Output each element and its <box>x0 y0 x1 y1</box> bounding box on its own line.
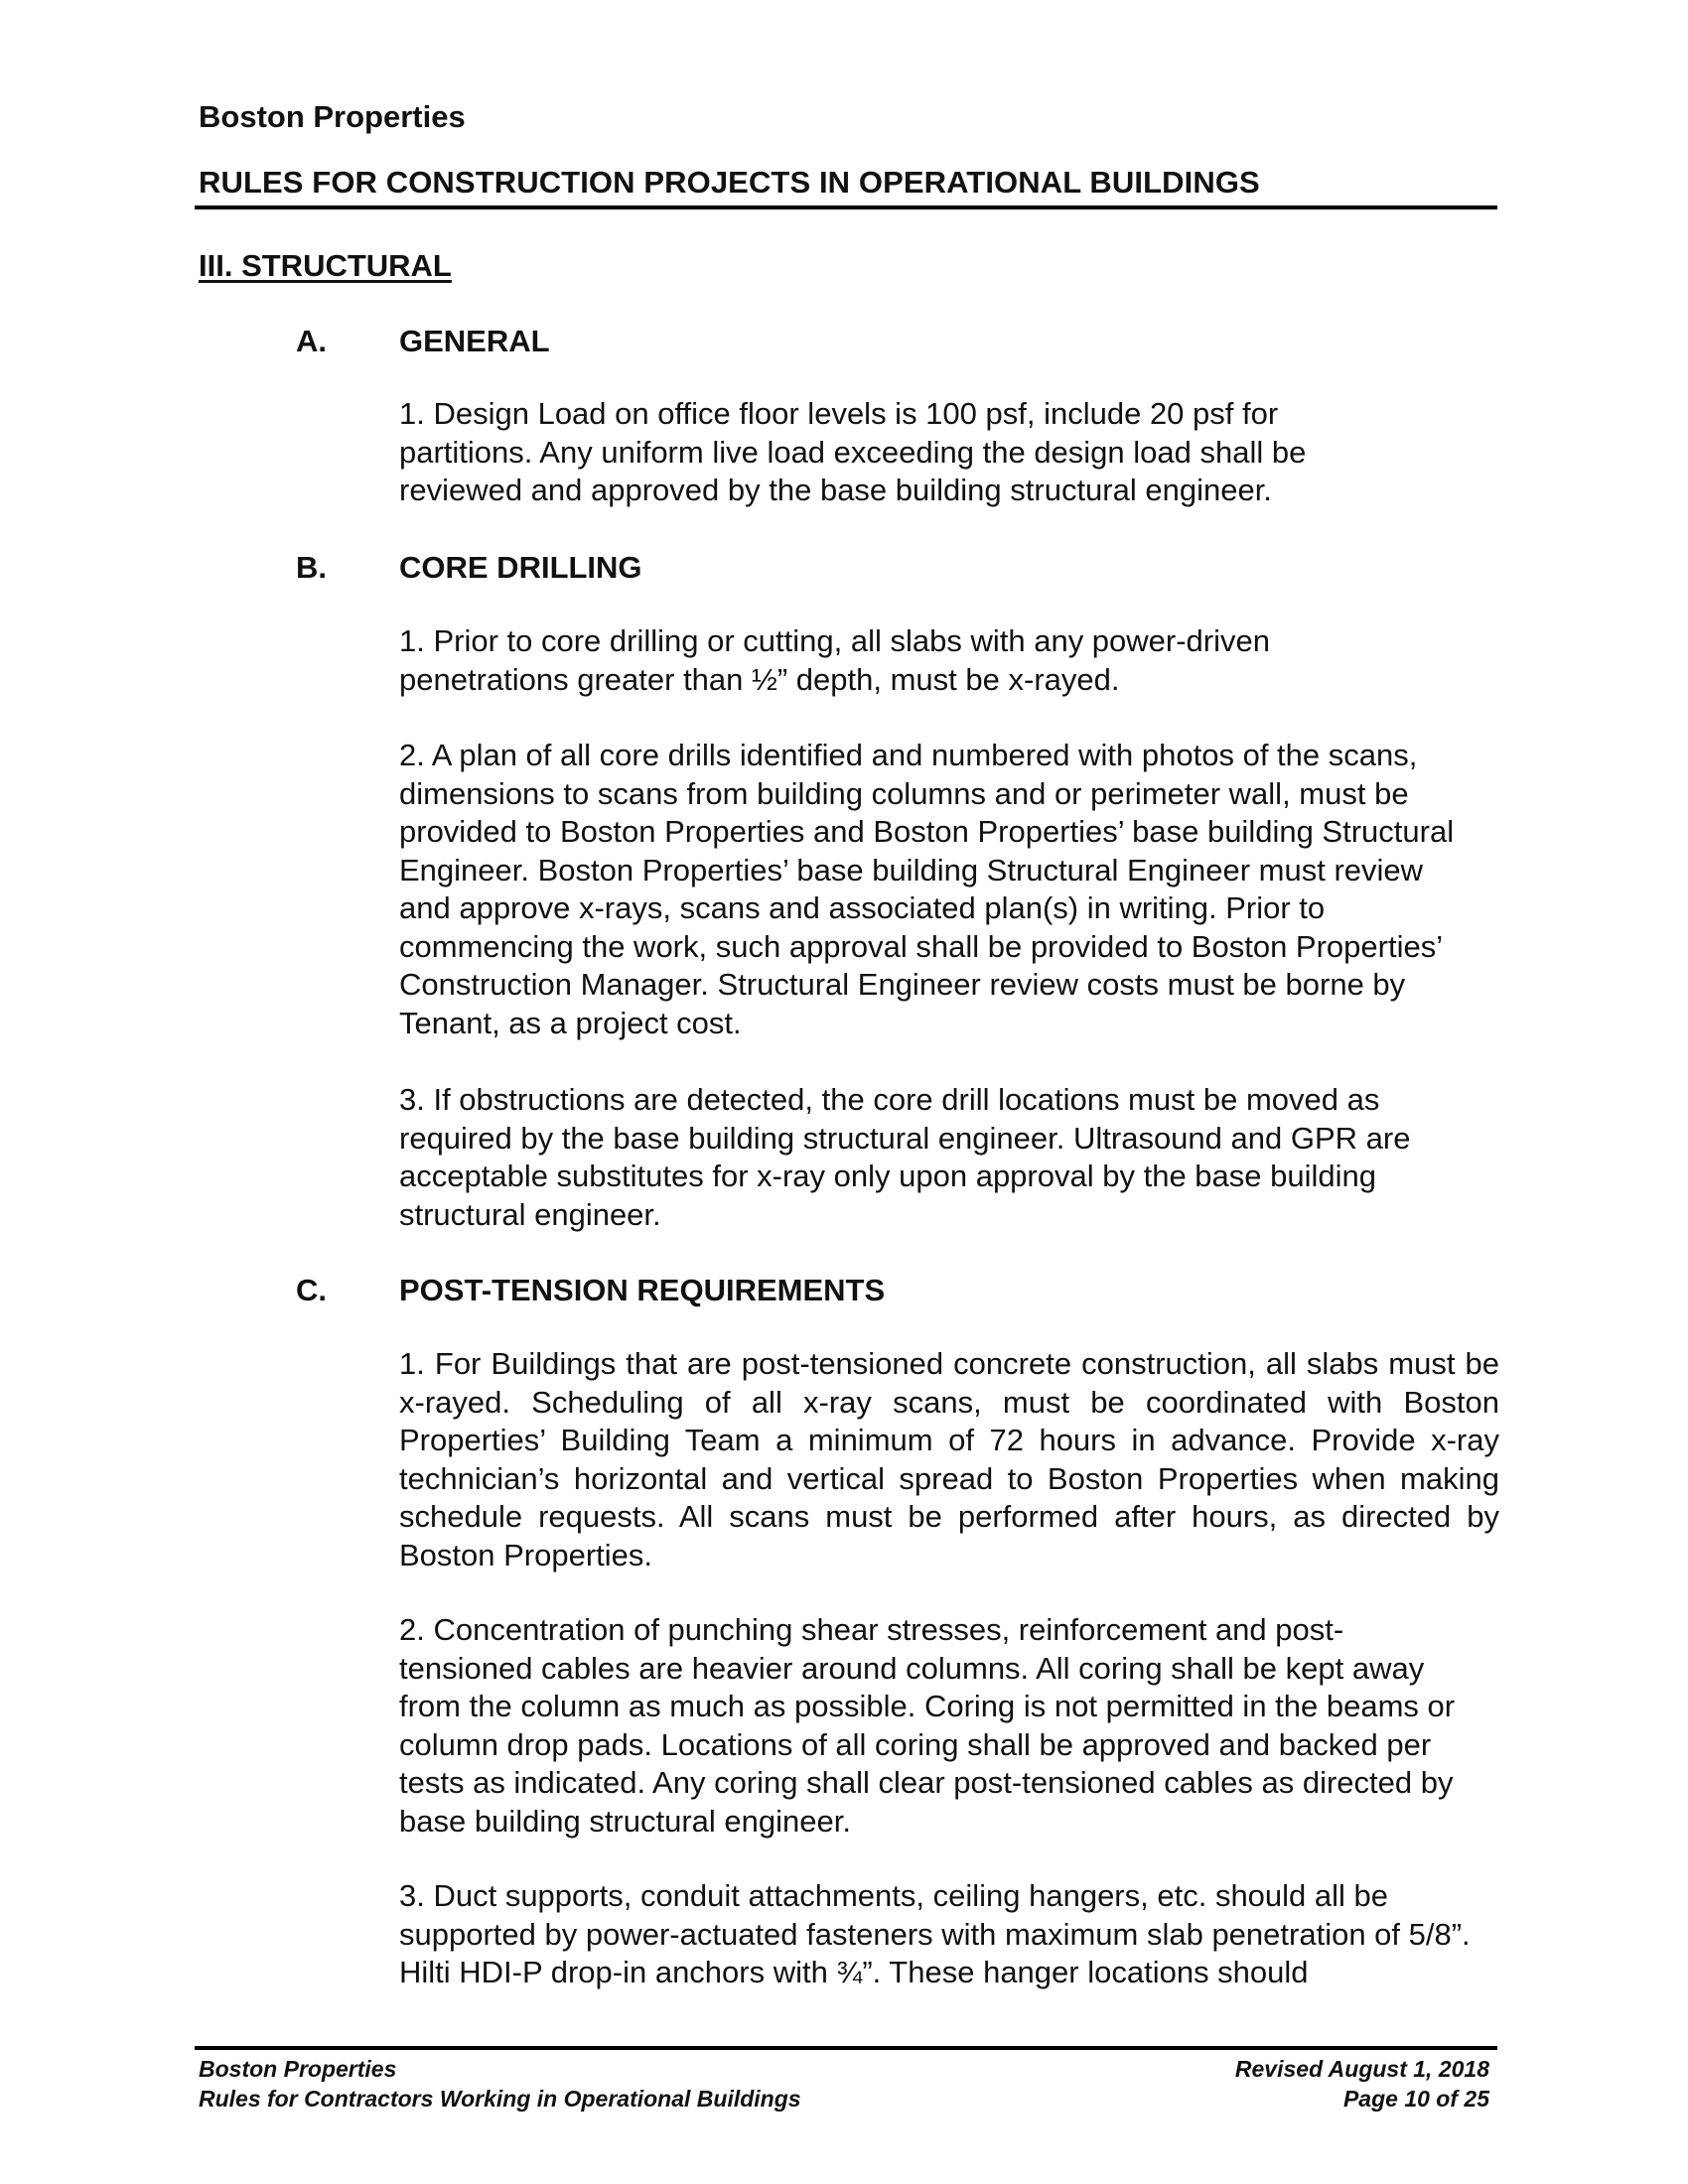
footer-page-number: Page 10 of 25 <box>1342 2086 1489 2112</box>
subsection-b-letter: B. <box>296 550 327 585</box>
subsection-c-paragraph-1: 1. For Buildings that are post-tensioned concrete construction, all slabs must be x-rayed. Scheduling of all x-ray scans, must be coordinated with Boston Properties’ Building Team a minimum of 72 hours in advance. Provide x-ray technician’s horizontal and vertical spread to Boston Properties when making schedule requests. All scans must be performed after hours, as directed by Boston Properties. <box>399 1346 1499 1572</box>
footer-rule <box>195 2046 1497 2050</box>
subsection-a-letter: A. <box>296 324 327 358</box>
header-rule <box>195 205 1497 209</box>
subsection-b-paragraph-2: 2. A plan of all core drills identified and numbered with photos of the scans, dimensions to scans from building columns and or perimeter wall, must be provided to Boston Properties and Boston Properties’ base building Structural Engineer. Boston Properties’ base building Structural Engineer must review and approve x-rays, scans and associated plan(s) in writing. Prior to commencing the work, such approval shall be provided to Boston Properties’ Construction Manager. Structural Engineer review costs must be borne by Tenant, as a project cost. <box>399 738 1455 1040</box>
subsection-c-title: POST-TENSION REQUIREMENTS <box>399 1273 886 1307</box>
header-title: RULES FOR CONSTRUCTION PROJECTS IN OPERATIONAL BUILDINGS <box>199 165 1260 200</box>
footer-company: Boston Properties <box>199 2056 397 2082</box>
section-title: III. STRUCTURAL <box>199 248 452 283</box>
subsection-b-title: CORE DRILLING <box>399 550 642 585</box>
subsection-b-paragraph-1: 1. Prior to core drilling or cutting, all slabs with any power-driven penetrations greater than ½” depth, must be x-rayed. <box>399 623 1270 697</box>
header-company: Boston Properties <box>199 99 466 134</box>
footer-revised-date: Revised August 1, 2018 <box>1234 2056 1489 2082</box>
subsection-c-letter: C. <box>296 1273 327 1307</box>
subsection-c-paragraph-3: 3. Duct supports, conduit attachments, ceiling hangers, etc. should all be supported by power-actuated fasteners with maximum slab penetration of 5/8”. Hilti HDI-P drop-in anchors with ¾”. These hanger locations should <box>399 1878 1471 1989</box>
subsection-b-paragraph-3: 3. If obstructions are detected, the core drill locations must be moved as required by the base building structural engineer. Ultrasound and GPR are acceptable substitutes for x-ray only upon approval by the base building structural engineer. <box>399 1082 1411 1232</box>
subsection-c-paragraph-2: 2. Concentration of punching shear stresses, reinforcement and post-tensioned cables are heavier around columns. All coring shall be kept away from the column as much as possible. Coring is not permitted in the beams or column drop pads. Locations of all coring shall be approved and backed per tests as indicated. Any coring shall clear post-tensioned cables as directed by base building structural engineer. <box>399 1612 1456 1839</box>
subsection-a-title: GENERAL <box>399 324 550 358</box>
subsection-a-paragraph-1: 1. Design Load on office floor levels is 100 psf, include 20 psf for partitions. Any uniform live load exceeding the design load shall be reviewed and approved by the base building structural engineer. <box>399 396 1307 507</box>
footer-doc-name: Rules for Contractors Working in Operational Buildings <box>199 2086 801 2112</box>
